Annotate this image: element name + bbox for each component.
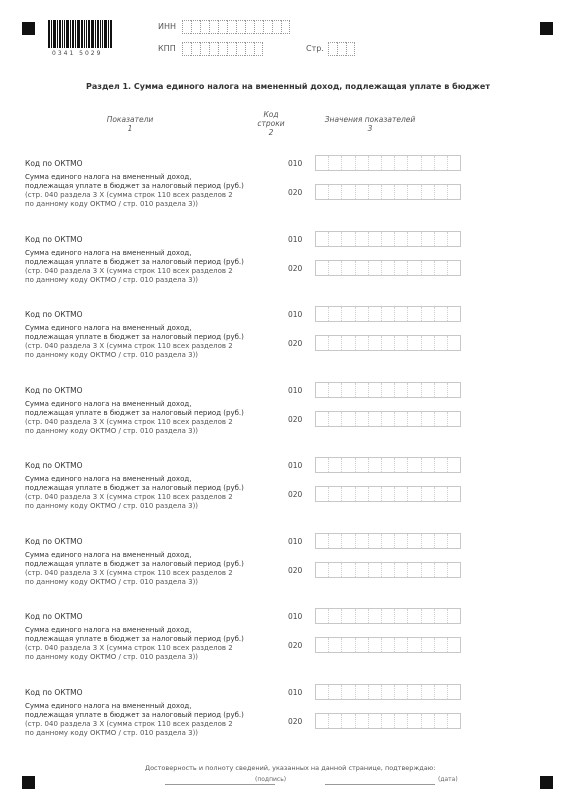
tax-amount-value-field[interactable] [315, 713, 461, 729]
oktmo-value-field[interactable] [315, 306, 461, 322]
section-title: Раздел 1. Сумма единого налога на вмененный доход, подлежащая уплате в бюджет [86, 82, 490, 91]
page-field[interactable] [328, 42, 355, 56]
tax-amount-label-line: Сумма единого налога на вмененный доход, [25, 550, 192, 559]
oktmo-line-code: 010 [288, 461, 303, 470]
tax-amount-label [25, 475, 277, 511]
tax-line-code: 020 [288, 490, 303, 499]
registration-marker-bottom-right [540, 776, 553, 789]
tax-amount-label [25, 400, 277, 436]
tax-amount-label-line: по данному коду ОКТМО / стр. 010 раздела 3)) [25, 351, 199, 359]
tax-amount-label-line: по данному коду ОКТМО / стр. 010 раздела 3)) [25, 275, 199, 284]
tax-line-code: 020 [288, 565, 303, 575]
registration-marker-top-left [22, 22, 35, 35]
oktmo-label: Код по ОКТМО [25, 461, 83, 470]
tax-amount-label-line: (стр. 040 раздела 3 Х (сумма строк 110 всех разделов 2 [25, 342, 233, 350]
tax-amount-label-line: (стр. 040 раздела 3 Х (сумма строк 110 всех разделов 2 [25, 266, 233, 275]
oktmo-value-field[interactable] [315, 457, 461, 473]
tax-amount-value-field[interactable] [315, 562, 461, 578]
tax-amount-label-line: по данному коду ОКТМО / стр. 010 раздела 3)) [25, 728, 199, 737]
tax-amount-label-line: подлежащая уплате в бюджет за налоговый период (руб.) [25, 710, 244, 719]
tax-amount-label-line: подлежащая уплате в бюджет за налоговый период (руб.) [25, 257, 244, 266]
oktmo-value-field[interactable] [315, 533, 461, 549]
oktmo-label: Код по ОКТМО [25, 612, 83, 621]
tax-line-code: 020 [288, 188, 303, 197]
tax-amount-label [25, 173, 277, 209]
tax-amount-label-line: подлежащая уплате в бюджет за налоговый период (руб.) [25, 182, 244, 190]
oktmo-line-code: 010 [288, 159, 303, 168]
tax-amount-label-line: Сумма единого налога на вмененный доход, [25, 399, 192, 408]
kpp-field[interactable] [182, 42, 263, 56]
oktmo-line-code: 010 [288, 385, 303, 395]
oktmo-value-field[interactable] [315, 382, 461, 398]
tax-line-code: 020 [288, 414, 303, 424]
page-label: Стр. [306, 44, 324, 53]
tax-amount-value-field[interactable] [315, 411, 461, 427]
oktmo-line-code: 010 [288, 536, 303, 546]
tax-amount-label-line: (стр. 040 раздела 3 Х (сумма строк 110 всех разделов 2 [25, 417, 233, 426]
tax-amount-label-line: Сумма единого налога на вмененный доход, [25, 173, 192, 181]
registration-marker-top-right [540, 22, 553, 35]
tax-amount-label [25, 702, 277, 738]
tax-amount-label-line: (стр. 040 раздела 3 Х (сумма строк 110 всех разделов 2 [25, 493, 233, 501]
tax-amount-label-line: Сумма единого налога на вмененный доход, [25, 248, 192, 257]
tax-amount-label-line: Сумма единого налога на вмененный доход, [25, 324, 192, 332]
tax-amount-label-line: подлежащая уплате в бюджет за налоговый период (руб.) [25, 408, 244, 417]
signature-caption: (подпись) [255, 776, 287, 783]
barcode [48, 20, 118, 48]
column-header-values: Значения показателей 3 [324, 115, 416, 133]
tax-amount-label-line: (стр. 040 раздела 3 Х (сумма строк 110 всех разделов 2 [25, 644, 233, 652]
footer-statement: Достоверность и полноту сведений, указанных на данной странице, подтверждаю: [145, 764, 436, 772]
tax-amount-label-line: Сумма единого налога на вмененный доход, [25, 475, 192, 483]
tax-amount-label-line: по данному коду ОКТМО / стр. 010 раздела 3)) [25, 502, 199, 510]
date-line[interactable] [325, 784, 435, 785]
tax-amount-label-line: (стр. 040 раздела 3 Х (сумма строк 110 всех разделов 2 [25, 719, 233, 728]
column-header-line-code: Код строки 2 [257, 110, 285, 137]
tax-amount-label-line: подлежащая уплате в бюджет за налоговый период (руб.) [25, 635, 244, 643]
tax-amount-label-line: (стр. 040 раздела 3 Х (сумма строк 110 всех разделов 2 [25, 191, 233, 199]
tax-amount-label [25, 249, 277, 285]
oktmo-value-field[interactable] [315, 155, 461, 171]
tax-amount-label-line: по данному коду ОКТМО / стр. 010 раздела 3)) [25, 200, 199, 208]
kpp-label: КПП [158, 44, 176, 53]
registration-marker-bottom-left [22, 776, 35, 789]
oktmo-label: Код по ОКТМО [25, 536, 83, 546]
tax-amount-label-line: по данному коду ОКТМО / стр. 010 раздела 3)) [25, 577, 199, 586]
tax-amount-label-line: (стр. 040 раздела 3 Х (сумма строк 110 всех разделов 2 [25, 568, 233, 577]
oktmo-value-field[interactable] [315, 608, 461, 624]
tax-line-code: 020 [288, 716, 303, 726]
tax-amount-label-line: подлежащая уплате в бюджет за налоговый период (руб.) [25, 333, 244, 341]
inn-field[interactable] [182, 20, 290, 34]
tax-amount-value-field[interactable] [315, 260, 461, 276]
oktmo-label: Код по ОКТМО [25, 159, 83, 168]
oktmo-line-code: 010 [288, 687, 303, 697]
tax-line-code: 020 [288, 339, 303, 348]
tax-amount-label-line: Сумма единого налога на вмененный доход, [25, 701, 192, 710]
tax-amount-label-line: по данному коду ОКТМО / стр. 010 раздела 3)) [25, 426, 199, 435]
oktmo-label: Код по ОКТМО [25, 687, 83, 697]
oktmo-value-field[interactable] [315, 684, 461, 700]
tax-amount-value-field[interactable] [315, 335, 461, 351]
tax-amount-value-field[interactable] [315, 184, 461, 200]
oktmo-line-code: 010 [288, 612, 303, 621]
tax-line-code: 020 [288, 263, 303, 273]
tax-amount-value-field[interactable] [315, 637, 461, 653]
tax-line-code: 020 [288, 641, 303, 650]
oktmo-label: Код по ОКТМО [25, 234, 83, 244]
tax-amount-label-line: подлежащая уплате в бюджет за налоговый период (руб.) [25, 559, 244, 568]
column-header-indicators: Показатели 1 [106, 115, 154, 133]
signature-line[interactable] [165, 784, 275, 785]
oktmo-line-code: 010 [288, 310, 303, 319]
inn-label: ИНН [158, 22, 177, 31]
tax-amount-label-line: Сумма единого налога на вмененный доход, [25, 626, 192, 634]
tax-amount-label [25, 324, 277, 360]
date-caption: (дата) [438, 776, 458, 783]
tax-amount-value-field[interactable] [315, 486, 461, 502]
oktmo-label: Код по ОКТМО [25, 310, 83, 319]
barcode-number: 0341 5029 [52, 50, 103, 57]
tax-amount-label [25, 551, 277, 587]
tax-amount-label [25, 626, 277, 662]
tax-amount-label-line: подлежащая уплате в бюджет за налоговый период (руб.) [25, 484, 244, 492]
tax-amount-label-line: по данному коду ОКТМО / стр. 010 раздела 3)) [25, 653, 199, 661]
oktmo-value-field[interactable] [315, 231, 461, 247]
oktmo-line-code: 010 [288, 234, 303, 244]
oktmo-label: Код по ОКТМО [25, 385, 83, 395]
